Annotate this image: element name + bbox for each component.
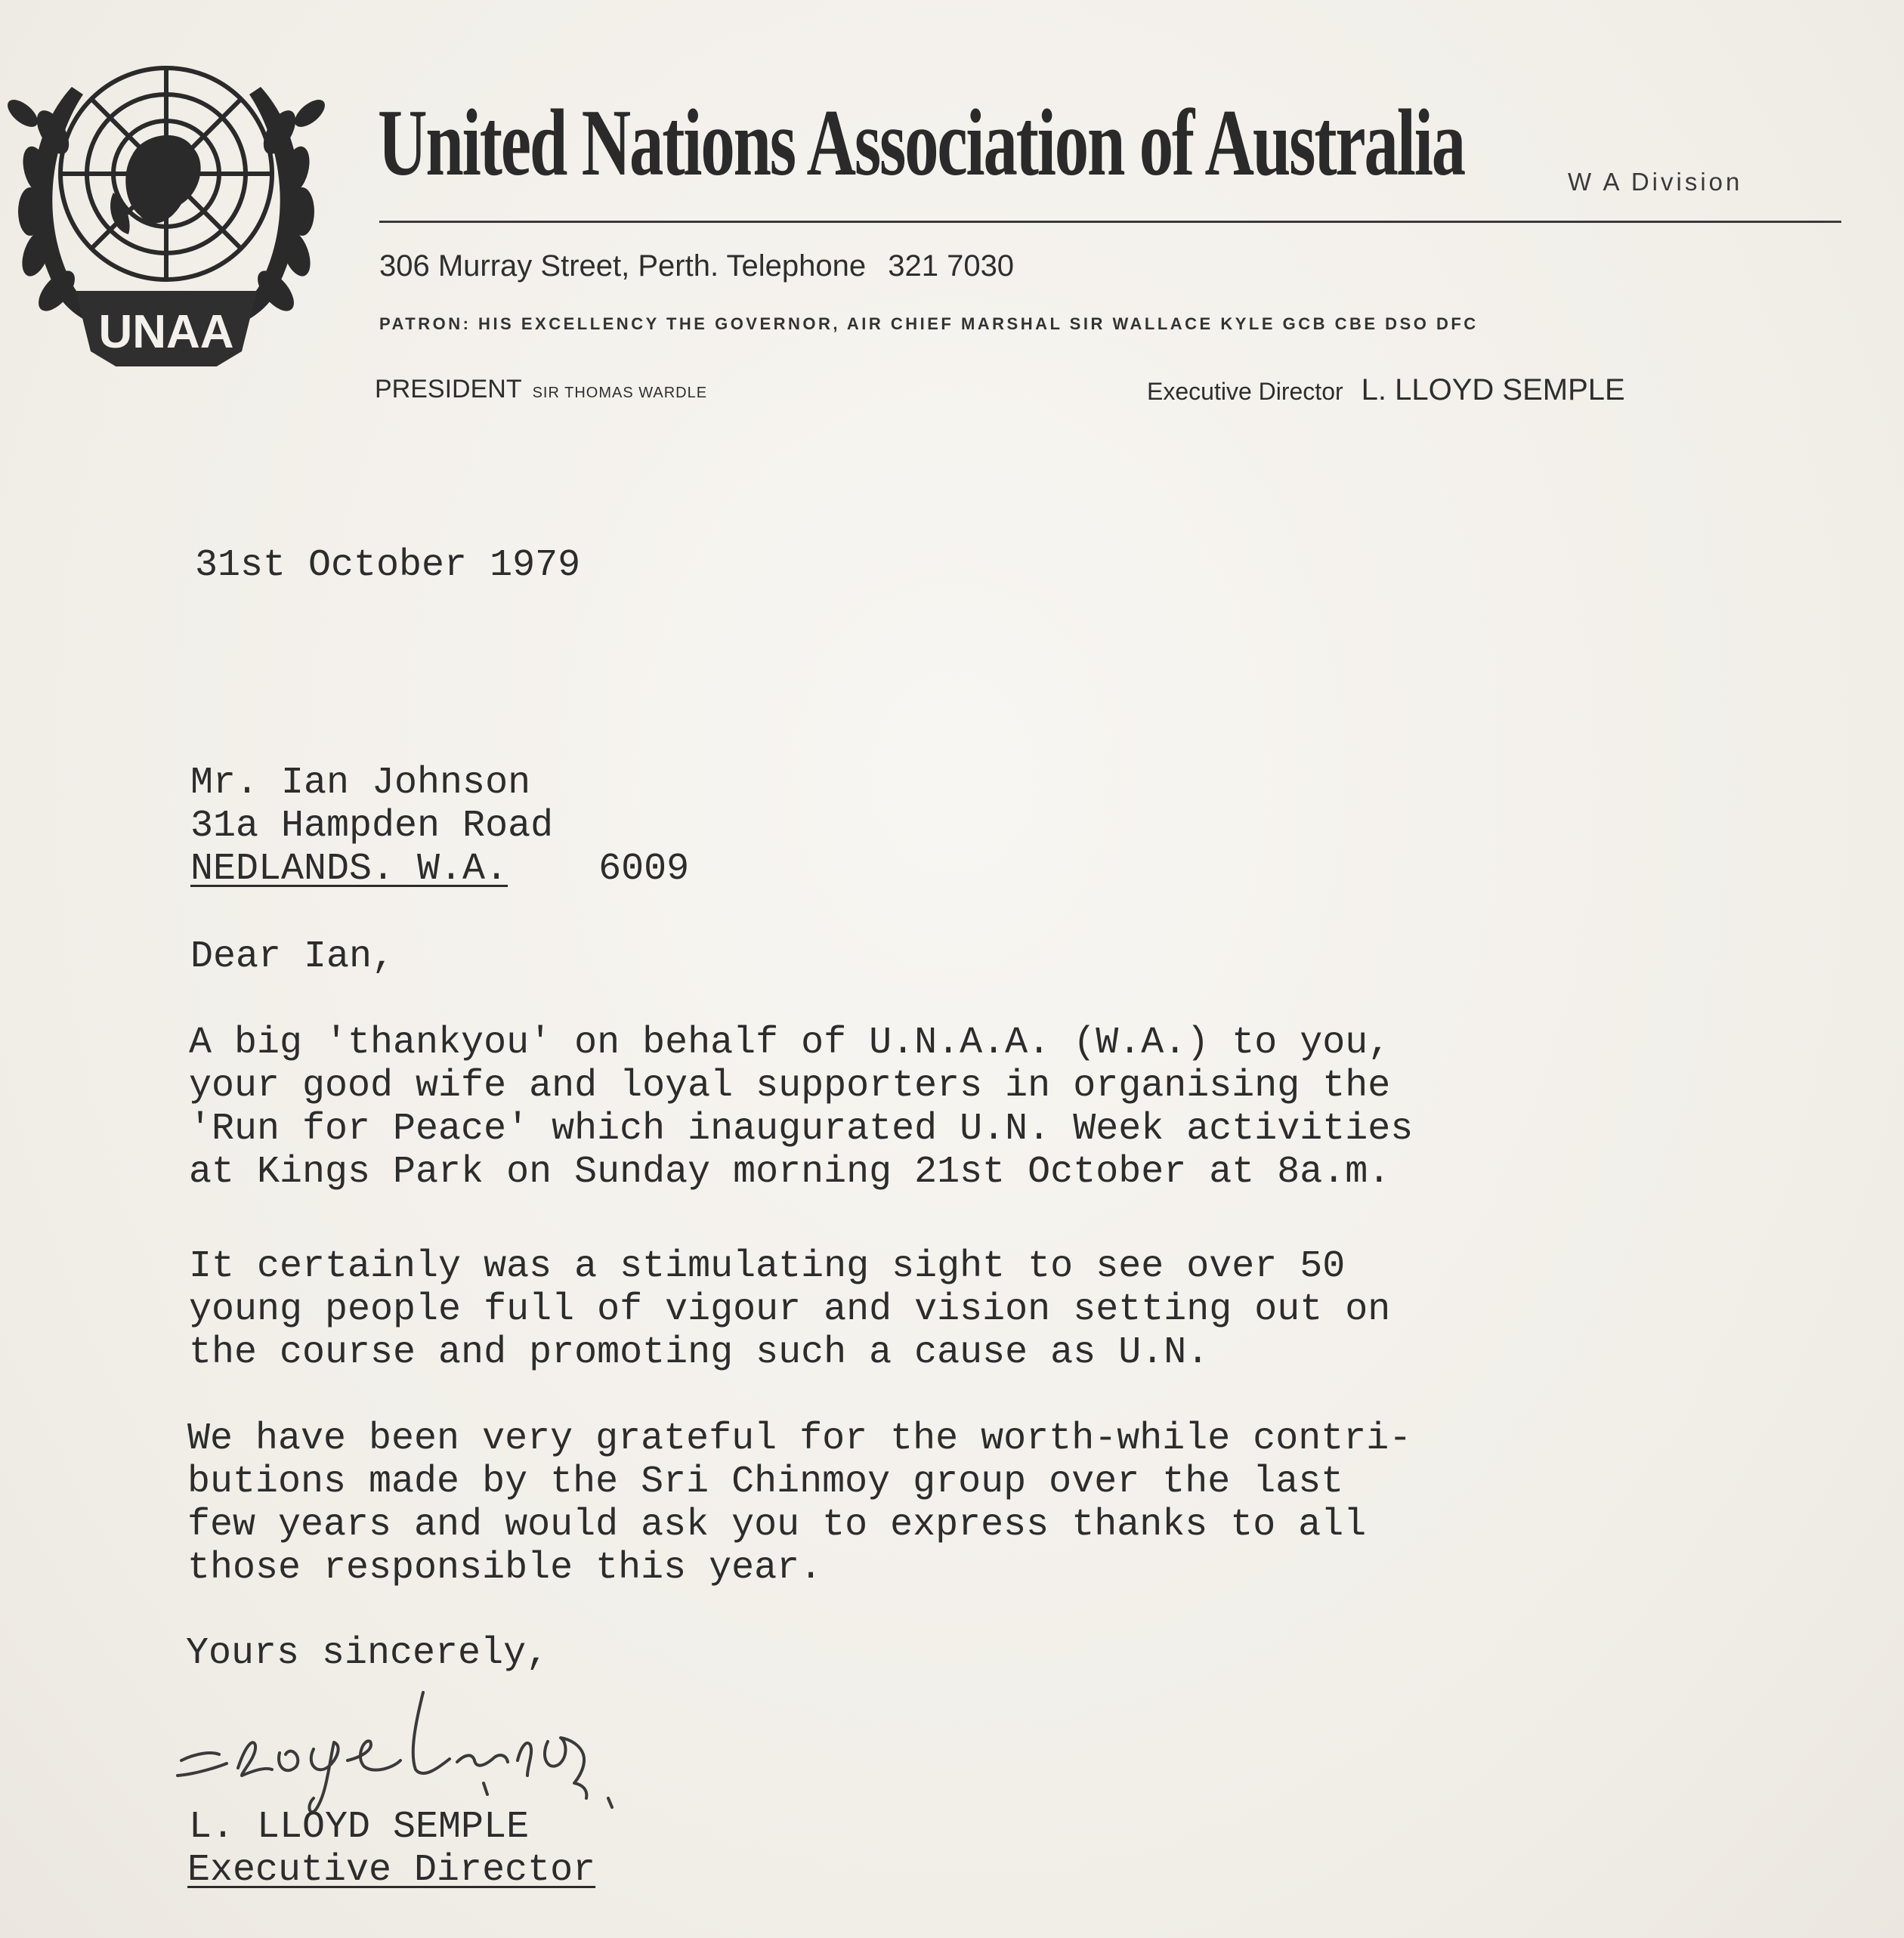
addressee-city-line [190, 848, 689, 891]
paragraph-line: your good wife and loyal supporters in organising the [189, 1065, 1391, 1108]
executive-director-label: Executive Director [1147, 378, 1343, 405]
signer-name: L. LLOYD SEMPLE [189, 1806, 530, 1849]
paragraph-line: It certainly was a stimulating sight to see over 50 [189, 1245, 1346, 1288]
paragraph-line: the course and promoting such a cause as U.N. [189, 1331, 1210, 1374]
paragraph-line: young people full of vigour and vision setting out on [189, 1288, 1391, 1331]
paragraph-line: We have been very grateful for the worth-while contri- [187, 1417, 1412, 1460]
signature-text: L. Lloyd Semple [174, 1832, 179, 1833]
president-line [375, 375, 707, 404]
organisation-name: United Nations Association of Australia [378, 91, 1464, 196]
unaa-emblem-logo [0, 42, 332, 366]
division-label: W A Division [1568, 168, 1743, 196]
executive-director-name: L. LLOYD SEMPLE [1361, 373, 1625, 406]
executive-director-line [1147, 373, 1625, 407]
addressee-block [190, 762, 689, 891]
signer-title: Executive Director [187, 1849, 596, 1892]
patron-line: PATRON: HIS EXCELLENCY THE GOVERNOR, AIR CHIEF MARSHAL SIR WALLACE KYLE GCB CBE DSO DFC [379, 314, 1479, 333]
address-line: 306 Murray Street, Perth. Telephone [379, 249, 867, 283]
paragraph-2 [189, 1245, 1390, 1374]
letter-date: 31st October 1979 [195, 544, 581, 587]
president-name: SIR THOMAS WARDLE [532, 385, 708, 401]
addressee-street: 31a Hampden Road [190, 805, 554, 848]
paragraph-line: at Kings Park on Sunday morning 21st October at 8a.m. [189, 1151, 1391, 1194]
paragraph-line: those responsible this year. [187, 1547, 823, 1590]
addressee-name: Mr. Ian Johnson [190, 762, 531, 805]
logo-text: UNAA [98, 306, 234, 358]
letterhead-divider [379, 221, 1841, 223]
paragraph-line: butions made by the Sri Chinmoy group over the last [187, 1460, 1344, 1504]
addressee-postcode: 6009 [598, 848, 690, 891]
paragraph-line: 'Run for Peace' which inaugurated U.N. Week activities [189, 1108, 1414, 1151]
org-address [379, 249, 1014, 283]
paragraph-line: few years and would ask you to express thanks to all [187, 1504, 1367, 1547]
paragraph-3 [187, 1417, 1411, 1590]
addressee-city: NEDLANDS. W.A. [190, 848, 508, 891]
paragraph-line: A big 'thankyou' on behalf of U.N.A.A. (W.A.) to you, [189, 1022, 1391, 1065]
salutation: Dear Ian, [190, 935, 395, 978]
paragraph-1 [189, 1022, 1413, 1194]
closing: Yours sincerely, [186, 1632, 549, 1675]
telephone-number: 321 7030 [888, 249, 1015, 283]
president-label: PRESIDENT [375, 375, 522, 403]
